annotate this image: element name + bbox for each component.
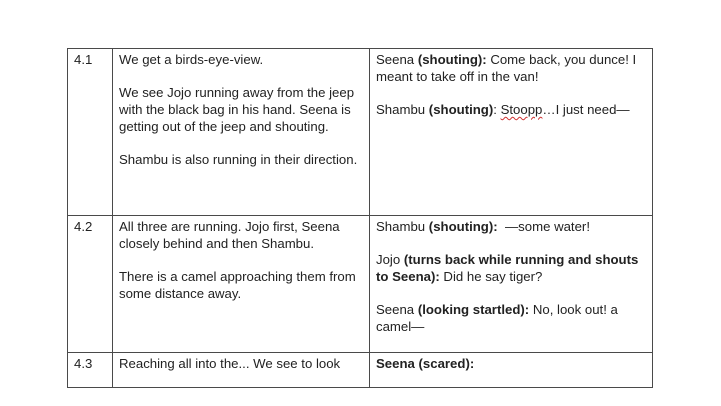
dialogue-line [376, 52, 646, 85]
action-cell [113, 49, 370, 216]
stage-direction: (shouting) [428, 102, 494, 118]
speaker-name: Seena [376, 52, 415, 67]
table-row [68, 353, 653, 388]
speaker-name: Shambu [376, 219, 426, 234]
action-paragraph: We see Jojo running away from the jeep with the black bag in his hand. Seena is getting out of the jeep and shouting. [119, 85, 355, 134]
dialogue-text: …I just need— [542, 102, 630, 118]
dialogue-cell [370, 49, 653, 216]
dialogue-text: —some water! [497, 219, 590, 234]
scene-number: 4.1 [68, 49, 113, 216]
action-cell [113, 353, 370, 388]
stage-direction: (looking startled): [417, 302, 530, 318]
stage-direction: (scared): [418, 356, 475, 371]
dialogue-text: No, look out! a camel— [376, 302, 618, 335]
stage-direction: (shouting): [417, 52, 487, 67]
scene-number: 4.2 [68, 216, 113, 353]
dialogue-cell [370, 353, 653, 388]
scene-number: 4.3 [68, 353, 113, 388]
dialogue-line [376, 302, 646, 335]
stage-direction: (shouting): [428, 219, 498, 234]
dialogue-line [376, 219, 646, 236]
spellcheck-flagged-word: Stoopp [500, 102, 543, 118]
screenplay-table [67, 48, 653, 388]
speaker-name: Jojo [376, 252, 401, 268]
speaker-name: Seena [376, 356, 415, 371]
dialogue-line: Shambu (shouting): Stoopp…I just need— [376, 102, 630, 118]
dialogue-text: Come back, you dunce! I meant to take off in the van! [376, 52, 637, 84]
action-paragraph: We get a birds-eye-view. [119, 52, 264, 67]
speaker-name: Seena [376, 302, 415, 318]
action-paragraph: All three are running. Jojo first, Seena closely behind and then Shambu. [119, 219, 340, 251]
action-paragraph: There is a camel approaching them from some distance away. [119, 269, 356, 301]
dialogue-text: Did he say tiger? [439, 269, 543, 285]
action-paragraph: Reaching all into the... We see to look [119, 356, 341, 371]
action-paragraph: Shambu is also running in their direction. [119, 152, 358, 168]
dialogue-cell [370, 216, 653, 353]
stage-direction: (turns back while running and shouts to Seena): [376, 252, 639, 285]
table-row [68, 216, 653, 353]
action-cell [113, 216, 370, 353]
table-row [68, 49, 653, 216]
dialogue-line [376, 356, 646, 373]
speaker-name: Shambu [376, 102, 426, 118]
dialogue-line [376, 252, 646, 285]
